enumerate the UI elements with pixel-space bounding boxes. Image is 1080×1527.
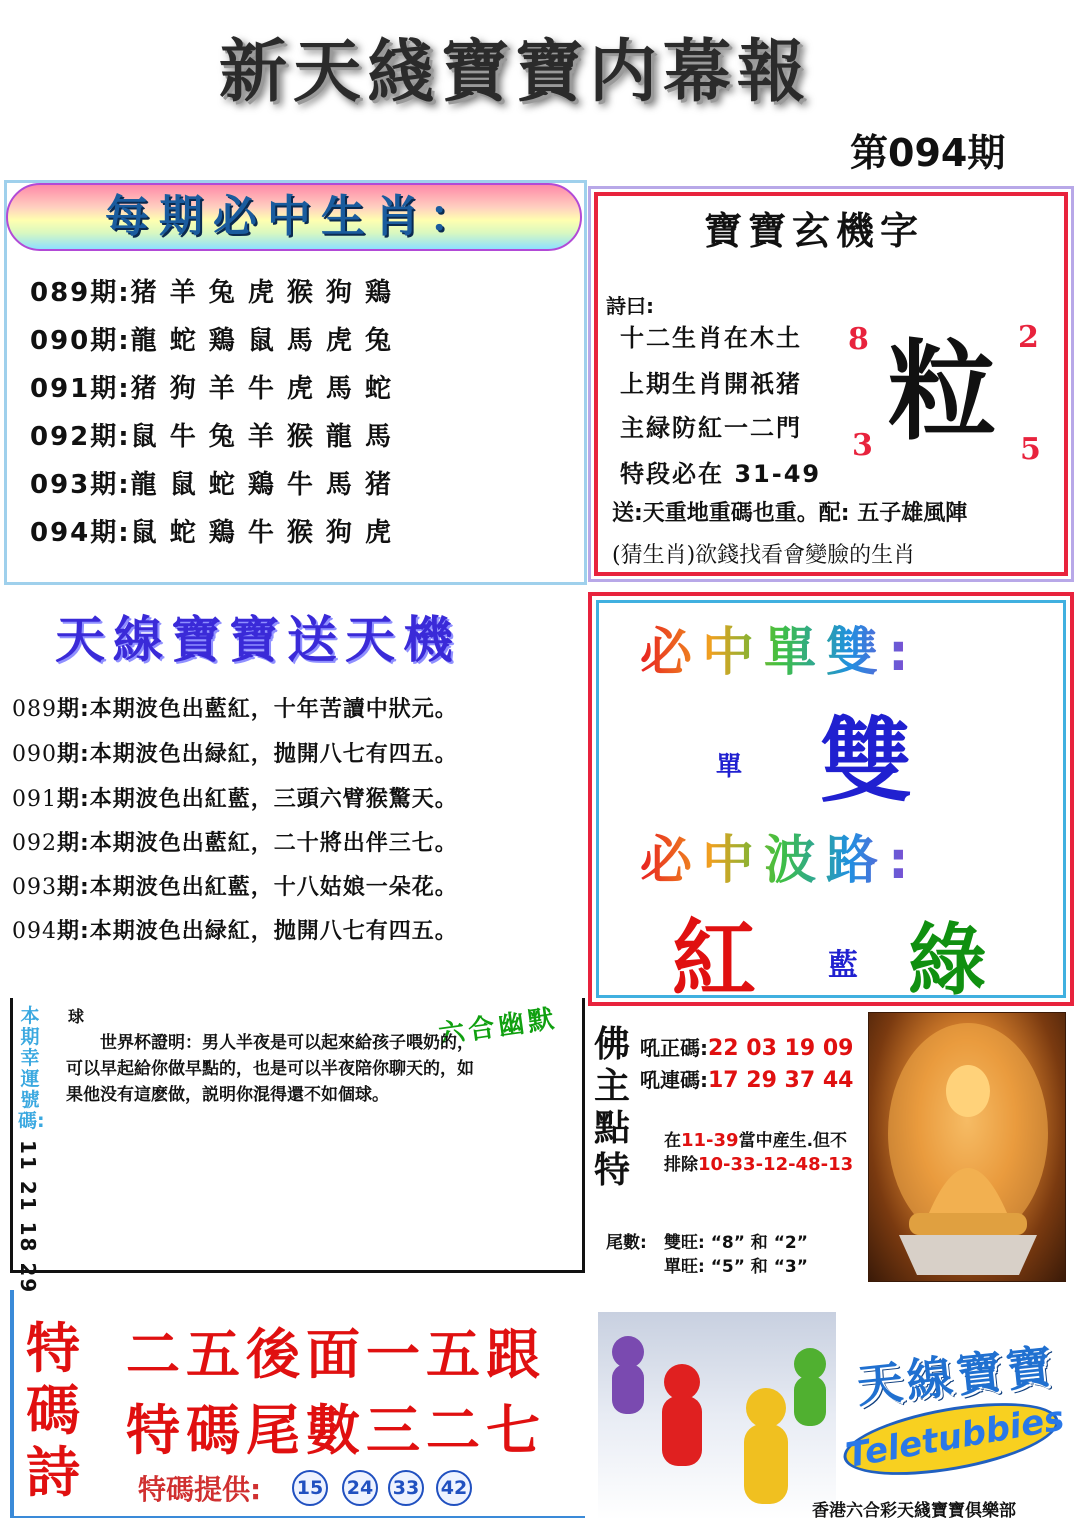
zodiac-row: 092期:鼠 牛 兔 羊 猴 龍 馬 [30,422,393,452]
issue-number: 第094期 [850,131,1006,175]
send-row-issue: 092 [12,831,57,856]
buddha-figure [869,1013,1066,1282]
send-row [12,692,458,723]
main-code-line [640,1032,853,1061]
joke-brand: 六合幽默 [436,1003,560,1051]
special-label: 特碼詩 [26,1317,80,1504]
buddha-image [868,1012,1066,1282]
club-name: 香港六合彩天綫寶寶俱樂部 [812,1501,1016,1521]
range-line [664,1126,847,1151]
link-code-value: 17 29 37 44 [708,1068,854,1093]
send-row-text: 期:本期波色出緑紅，抛開八七有四五。 [57,919,458,944]
exclude-value: 10-33-12-48-13 [698,1154,854,1175]
page-title: 新天綫寶寶内幕報 [218,33,811,112]
send-row-text: 期:本期波色出藍紅，二十將出伴三七。 [57,831,458,856]
wave-red: 紅 [672,910,757,1008]
corner-number-br: 5 [1020,432,1041,467]
special-line: 特碼尾數三二七 [126,1399,546,1462]
main-code-label: 吼正碼: [640,1036,708,1060]
lucky-numbers-text: 11 21 18 29 [16,1140,40,1295]
corner-number-tl: 8 [848,322,869,357]
hint-line: (猜生肖)欲錢找看會變臉的生肖 [612,543,916,568]
send-row [12,870,458,901]
main-code-value: 22 03 19 09 [708,1036,854,1061]
buddha-label: 佛主點特 [594,1024,631,1191]
wave-blue: 藍 [828,948,858,983]
zodiac-row: 093期:龍 鼠 蛇 鶏 牛 馬 猪 [30,470,393,500]
exclude-line [664,1150,853,1175]
send-row [12,826,458,857]
secret-big-character: 粒 [888,329,997,455]
lucky-label: 本期幸運號碼: [18,1005,45,1132]
joke-head: 球 [68,1007,85,1026]
poem-line: 特段必在 31-49 [620,460,822,488]
zodiac-row: 091期:猪 狗 羊 牛 虎 馬 蛇 [30,374,393,404]
send-row-issue: 091 [12,787,57,812]
poem-line: 十二生肖在木土 [620,324,802,352]
send-row-text: 期:本期波色出藍紅，十年苦讀中狀元。 [57,697,458,722]
zodiac-title: 每期必中生肖： [105,191,483,242]
range-text: 在 [664,1131,681,1151]
number-ball: 42 [436,1470,472,1506]
zodiac-row: 089期:猪 羊 兔 虎 猴 狗 鶏 [30,278,393,308]
special-line: 二五後面一五跟 [126,1323,546,1386]
gift-line: 送:天重地重碼也重。配: 五子雄風陣 [612,501,968,526]
odd-label: 單 [716,752,743,782]
brand-chinese: 天線寶寶 [854,1338,1059,1414]
send-row [12,782,458,813]
corner-number-tr: 2 [1018,320,1039,355]
number-ball: 15 [292,1470,328,1506]
link-code-line [640,1064,853,1093]
range-value: 11-39 [681,1130,739,1151]
joke-text: 世界杯證明：男人半夜是可以起來給孩子喂奶的，可以早起給你做早點的，也是可以半夜陪你聊天的，如果他没有這麽做，説明你混得還不如個球。 [66,1033,474,1105]
poem-intro: 詩曰: [606,294,654,318]
tail-odd: 單旺: “5” 和 “3” [664,1257,808,1277]
send-row-text: 期:本期波色出紅藍，十八姑娘一朵花。 [57,875,458,900]
tail-even: 雙旺: “8” 和 “2” [664,1233,808,1253]
tail-head: 尾數: [606,1233,647,1253]
exclude-text: 排除 [664,1155,698,1175]
zodiac-row: 090期:龍 蛇 鶏 鼠 馬 虎 兔 [30,326,393,356]
brand-english: Teletubbies [838,1390,1063,1489]
wave-title: 必中波路: [640,818,919,893]
send-title: 天線寶寶送天機 [55,611,461,669]
range-text: 當中産生.但不 [738,1131,848,1151]
zodiac-row: 094期:鼠 蛇 鶏 牛 猴 狗 虎 [30,518,393,548]
poem-line: 主緑防紅一二門 [620,414,802,442]
send-row-issue: 090 [12,742,57,767]
send-row-issue: 093 [12,875,57,900]
wave-green: 綠 [908,916,987,1006]
send-row-text: 期:本期波色出紅藍，三頭六臂猴驚天。 [57,787,458,812]
send-row-issue: 089 [12,697,57,722]
teletubbies-image [598,1312,836,1520]
send-row [12,914,458,945]
corner-number-bl: 3 [852,428,873,463]
link-code-label: 吼連碼: [640,1068,708,1092]
teletubbies-figures [598,1312,836,1520]
send-row [12,737,458,768]
send-row-issue: 094 [12,919,57,944]
lucky-numbers [14,1140,40,1295]
number-ball: 33 [388,1470,424,1506]
poem-line: 上期生肖開祇猪 [620,370,802,398]
even-label: 雙 [820,708,913,815]
special-provide: 特碼提供: [138,1473,262,1506]
zodiac-header [6,183,582,251]
send-row-text: 期:本期波色出緑紅，抛開八七有四五。 [57,742,458,767]
number-ball: 24 [342,1470,378,1506]
odd-even-title: 必中單雙: [640,610,919,685]
secret-title: 寶寶玄機字 [703,209,924,253]
